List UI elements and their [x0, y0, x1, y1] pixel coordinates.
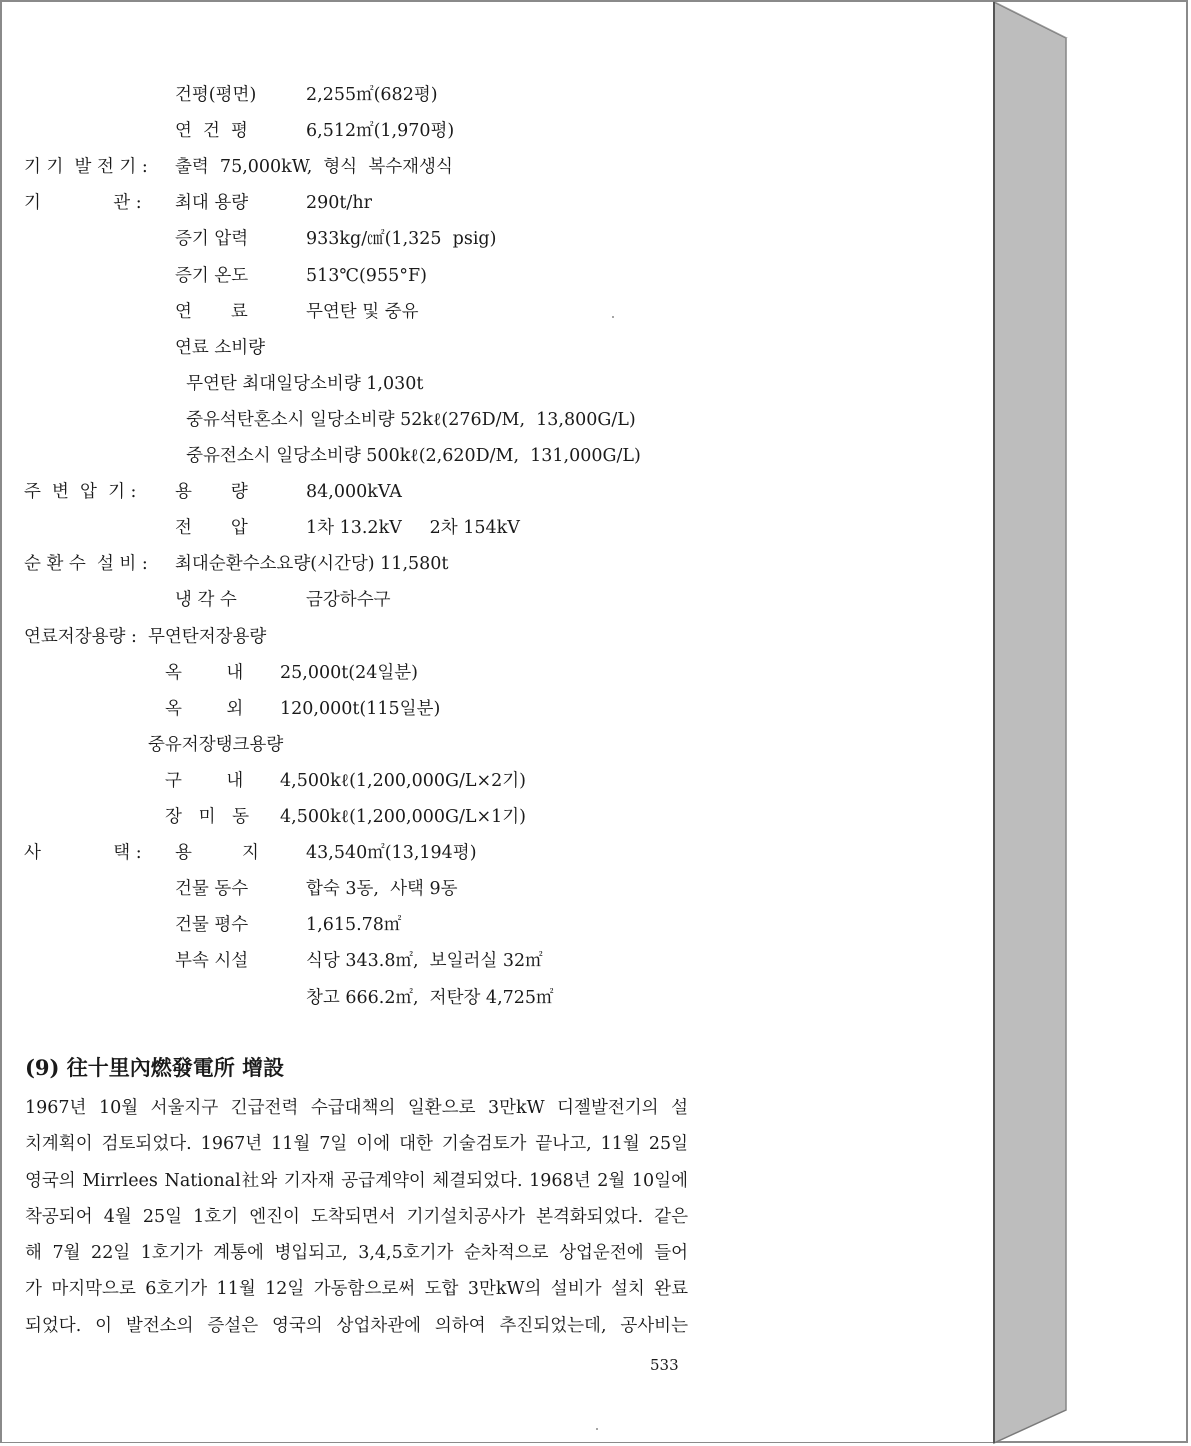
spec-label: 연료저장용량 : — [24, 626, 137, 647]
spec-label: 기 관 : — [24, 193, 142, 214]
paragraph-line: 가 마지막으로 6호기가 11월 12일 가동함으로써 도합 3만kW의 설비가 설치 완료 — [25, 1279, 688, 1300]
spec-item: 증기 온도 — [175, 265, 249, 286]
scan-speck — [612, 316, 614, 318]
spec-value: 2,255㎡(682평) — [306, 85, 438, 105]
spec-item: 연 료 — [175, 301, 248, 322]
house-item: 건물 평수 — [175, 915, 249, 936]
house-value: 1,615.78㎡ — [306, 915, 402, 936]
storage-item: 옥 내 — [165, 662, 244, 683]
spec-value: 무연탄 및 중유 — [306, 301, 419, 322]
storage-value: 4,500kℓ(1,200,000G/L×2기) — [280, 770, 527, 791]
house-value: 식당 343.8㎡, 보일러실 32㎡ — [306, 951, 543, 972]
spec-value: 933kg/㎠(1,325 psig) — [306, 229, 497, 250]
spec-item: 연 건 평 — [175, 121, 248, 142]
spec-item: 출력 75,000kW, 형식 복수재생식 — [175, 157, 453, 178]
spec-item: 중유전소시 일당소비량 500kℓ(2,620D/M, 131,000G/L) — [175, 446, 641, 466]
section-heading: (9) 往十里內燃發電所 增設 — [25, 1055, 285, 1080]
storage-item: 장 미 동 — [165, 807, 250, 827]
house-item: 용 지 — [175, 843, 259, 864]
body-paragraph — [25, 1090, 688, 1344]
storage-value: 4,500kℓ(1,200,000G/L×1기) — [280, 807, 527, 827]
paragraph-line: 해 7월 22일 1호기가 계통에 병입되고, 3,4,5호기가 순차적으로 상업운전에 들어 — [25, 1243, 688, 1264]
spec-value: 84,000kVA — [306, 482, 402, 503]
spec-label: 주 변 압 기 : — [24, 482, 137, 503]
spec-value: 6,512㎡(1,970평) — [306, 121, 455, 142]
spec-item: 중유석탄혼소시 일당소비량 52kℓ(276D/M, 13,800G/L) — [175, 409, 636, 430]
spec-item: 최대순환수소요량(시간당) 11,580t — [175, 554, 449, 575]
storage-item: 중유저장탱크용량 — [148, 734, 284, 755]
paragraph-line: 영국의 Mirrlees National社와 기자재 공급계약이 체결되었다. 1968년 2월 10일에 — [25, 1170, 688, 1191]
page-number: 533 — [650, 1356, 679, 1374]
house-item: 부속 시설 — [175, 951, 249, 972]
house-label: 사 택 : — [24, 843, 142, 864]
paragraph-line: 1967년 10월 서울지구 긴급전력 수급대책의 일환으로 3만kW 디젤발전기의 설 — [25, 1098, 688, 1118]
house-value: 창고 666.2㎡, 저탄장 4,725㎡ — [306, 987, 554, 1008]
storage-value: 120,000t(115일분) — [280, 698, 441, 719]
spec-item: 전 압 — [175, 518, 248, 539]
house-value: 합숙 3동, 사택 9동 — [306, 879, 458, 900]
spec-label: 기 기 발 전 기 : — [24, 157, 148, 178]
house-item: 건물 동수 — [175, 879, 249, 900]
spec-item: 용 량 — [175, 482, 248, 503]
storage-item: 구 내 — [165, 770, 244, 791]
spec-value: 513℃(955°F) — [306, 265, 427, 286]
spec-item: 무연탄 최대일당소비량 1,030t — [175, 373, 424, 394]
paragraph-line: 되었다. 이 발전소의 증설은 영국의 상업차관에 의하여 추진되었는데, 공사비는 — [25, 1315, 688, 1336]
storage-value: 25,000t(24일분) — [280, 662, 418, 683]
spec-item: 건평(평면) — [175, 85, 257, 105]
spec-item: 무연탄저장용량 — [148, 626, 267, 647]
scan-speck — [596, 1428, 598, 1430]
spec-value: 290t/hr — [306, 193, 372, 214]
spec-value: 금강하수구 — [306, 590, 391, 611]
paragraph-line: 치계획이 검토되었다. 1967년 11월 7일 이에 대한 기술검토가 끝나고, 11월 25일 — [25, 1134, 688, 1155]
spec-value: 1차 13.2kV 2차 154kV — [306, 518, 520, 539]
spec-item: 최대 용량 — [175, 193, 249, 214]
spec-item: 냉 각 수 — [175, 590, 237, 611]
paragraph-line: 착공되어 4월 25일 1호기 엔진이 도착되면서 기기설치공사가 본격화되었다. 같은 — [25, 1206, 688, 1227]
spec-label: 순 환 수 설 비 : — [24, 554, 148, 575]
spec-item: 증기 압력 — [175, 229, 249, 250]
house-value: 43,540㎡(13,194평) — [306, 843, 477, 864]
spec-item: 연료 소비량 — [175, 337, 266, 358]
storage-item: 옥 외 — [165, 698, 244, 719]
